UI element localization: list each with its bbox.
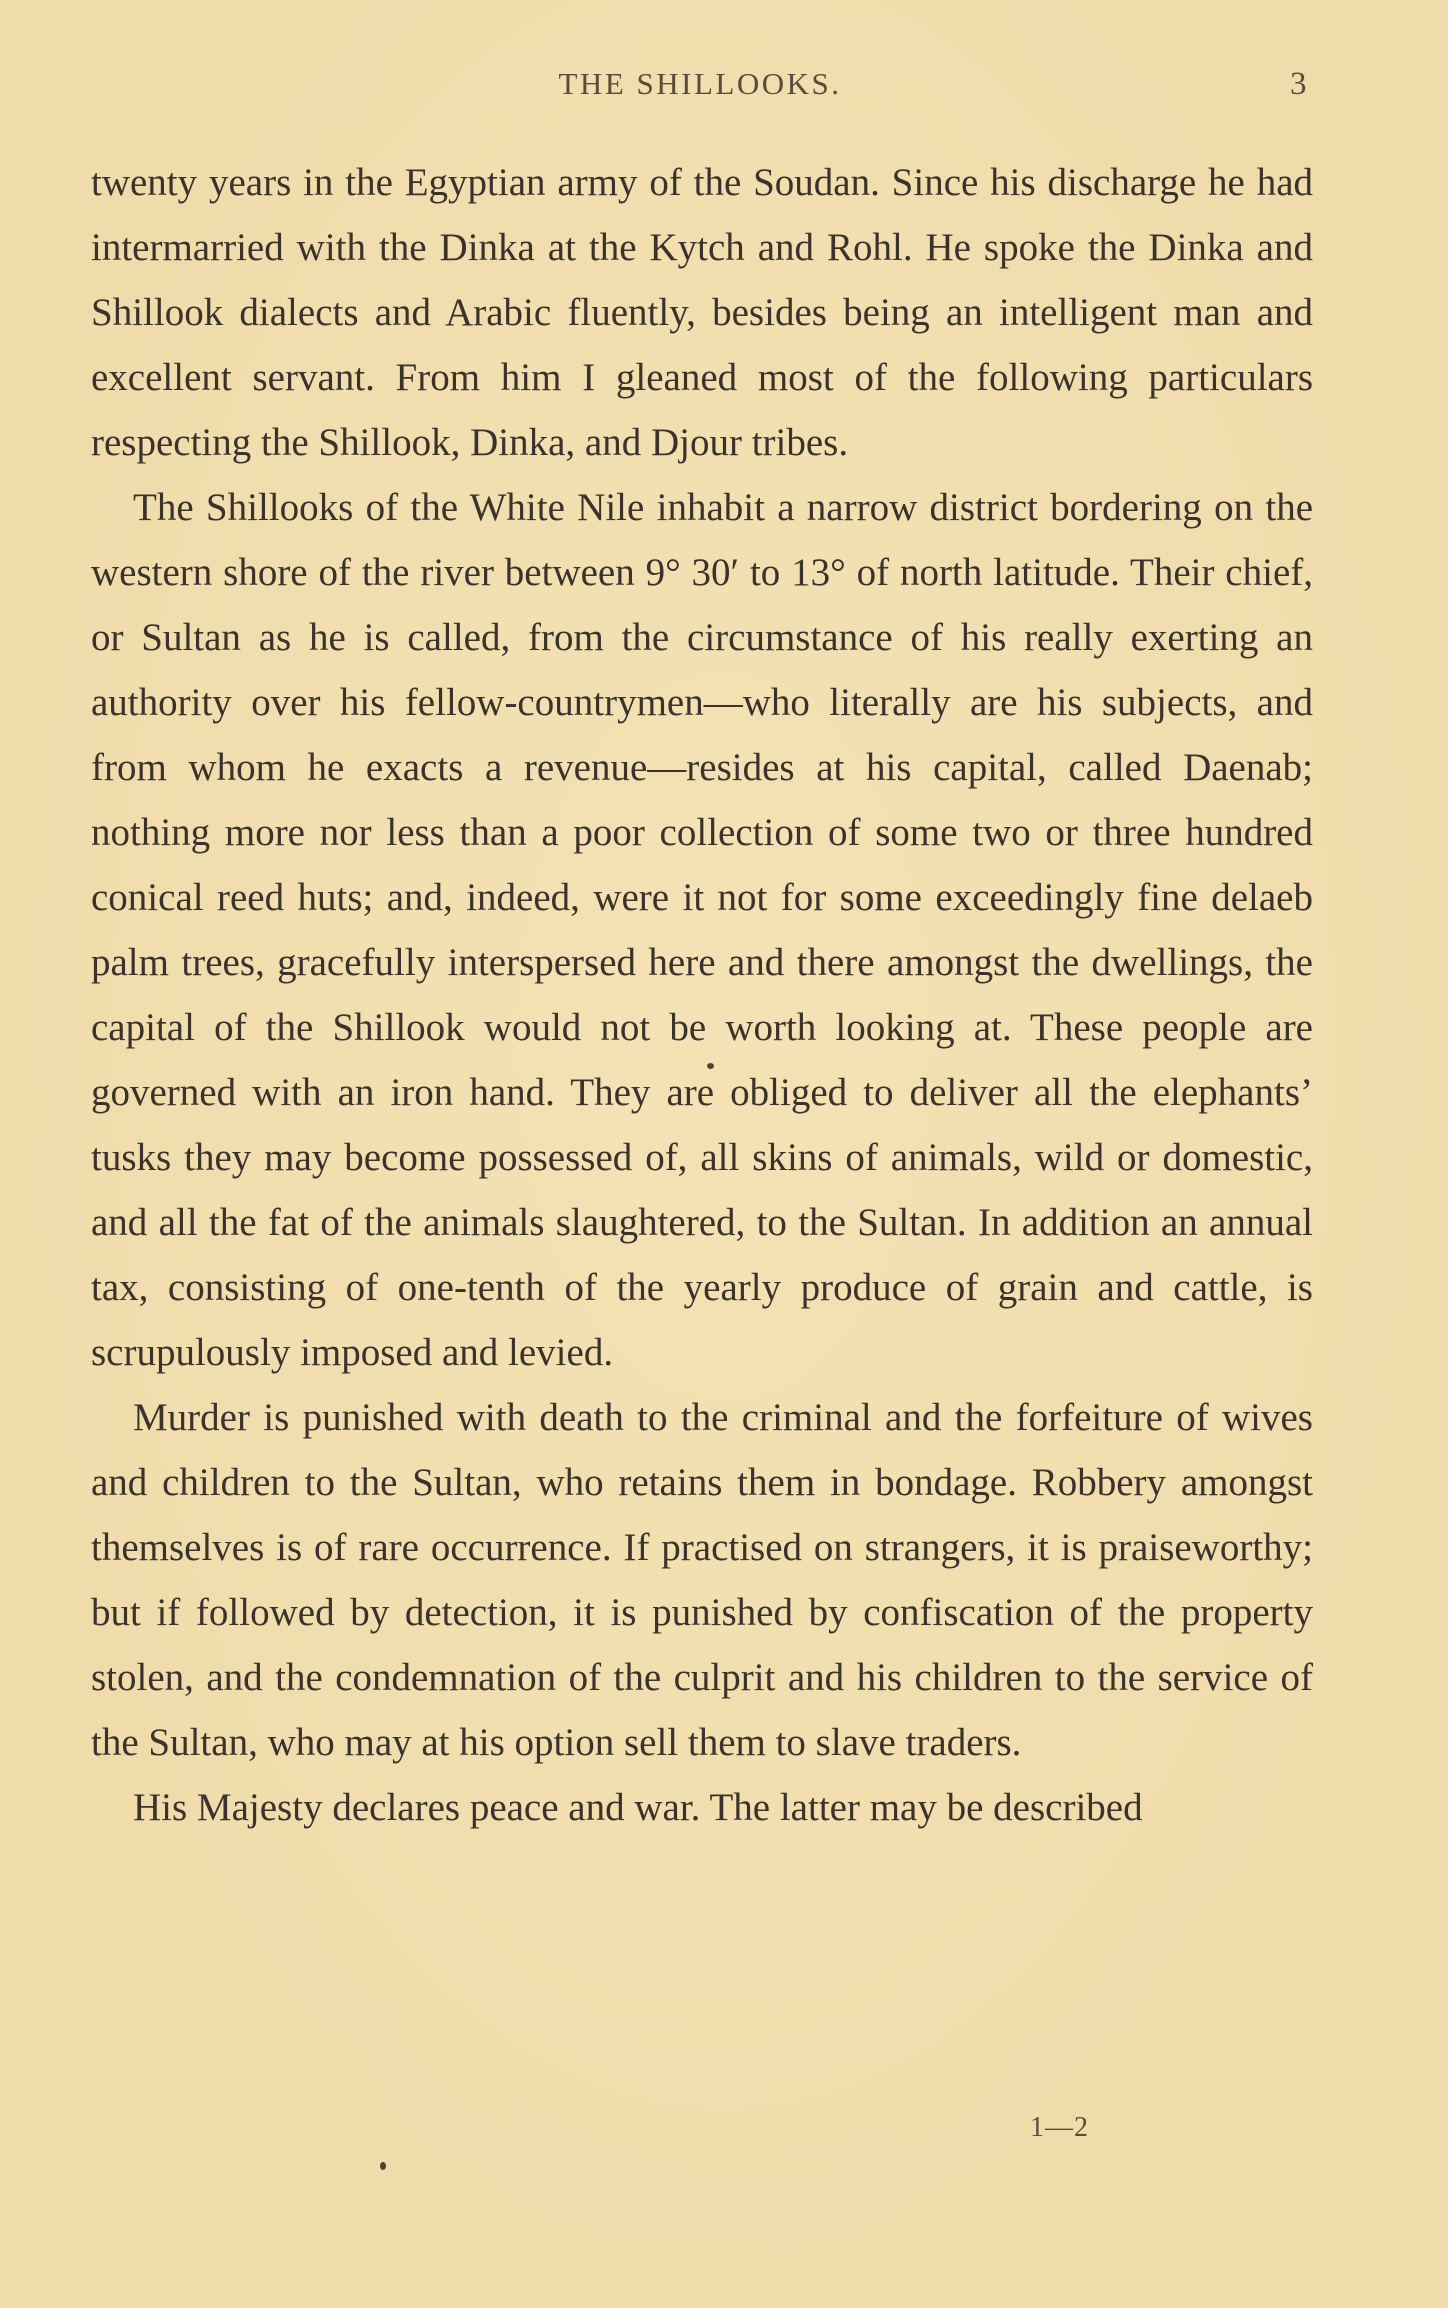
page-header bbox=[0, 66, 1448, 114]
running-title: THE SHILLOOKS. bbox=[558, 66, 842, 101]
signature-mark: 1—2 bbox=[1030, 2112, 1089, 2143]
ink-speck bbox=[707, 1063, 714, 1069]
body-text bbox=[91, 150, 1313, 1840]
ink-speck bbox=[380, 2162, 386, 2170]
page-number: 3 bbox=[1290, 66, 1307, 102]
paragraph: His Majesty declares peace and war. The latter may be described bbox=[133, 1786, 1143, 1829]
paragraph: The Shillooks of the White Nile inhabit a narrow district bordering on the western shore of the river between 9° 30′ to 13° of north latitude. Their chief, or Sultan as he is called, from the circumstance of his really exerting an authority over his fellow-countrymen—who literally are his subjects, and from whom he exacts a revenue—resides at his capital, called Daenab; nothing more nor less than a poor collection of some two or three hundred conical reed huts; and, indeed, were it not for some exceedingly fine delaeb palm trees, gracefully interspersed here and there amongst the dwellings, the capital of the Shillook would not be worth looking at. These people are governed with an iron hand. They are obliged to deliver all the elephants’ tusks they may become possessed of, all skins of animals, wild or domestic, and all the fat of the animals slaughtered, to the Sultan. In addition an annual tax, consisting of one-tenth of the yearly produce of grain and cattle, is scrupulously imposed and levied. bbox=[91, 486, 1313, 1374]
paragraph: twenty years in the Egyptian army of the Soudan. Since his discharge he had intermarried with the Dinka at the Kytch and Rohl. He spoke the Dinka and Shillook dialects and Arabic fluently, besides being an intelligent man and excellent servant. From him I gleaned most of the following particulars respecting the Shillook, Dinka, and Djour tribes. bbox=[91, 161, 1313, 464]
paragraph: Murder is punished with death to the criminal and the forfeiture of wives and children to the Sultan, who retains them in bondage. Robbery amongst themselves is of rare occurrence. If practised on strangers, it is praiseworthy; but if followed by detection, it is punished by confiscation of the property stolen, and the condemnation of the culprit and his children to the service of the Sultan, who may at his option sell them to slave traders. bbox=[91, 1396, 1313, 1764]
